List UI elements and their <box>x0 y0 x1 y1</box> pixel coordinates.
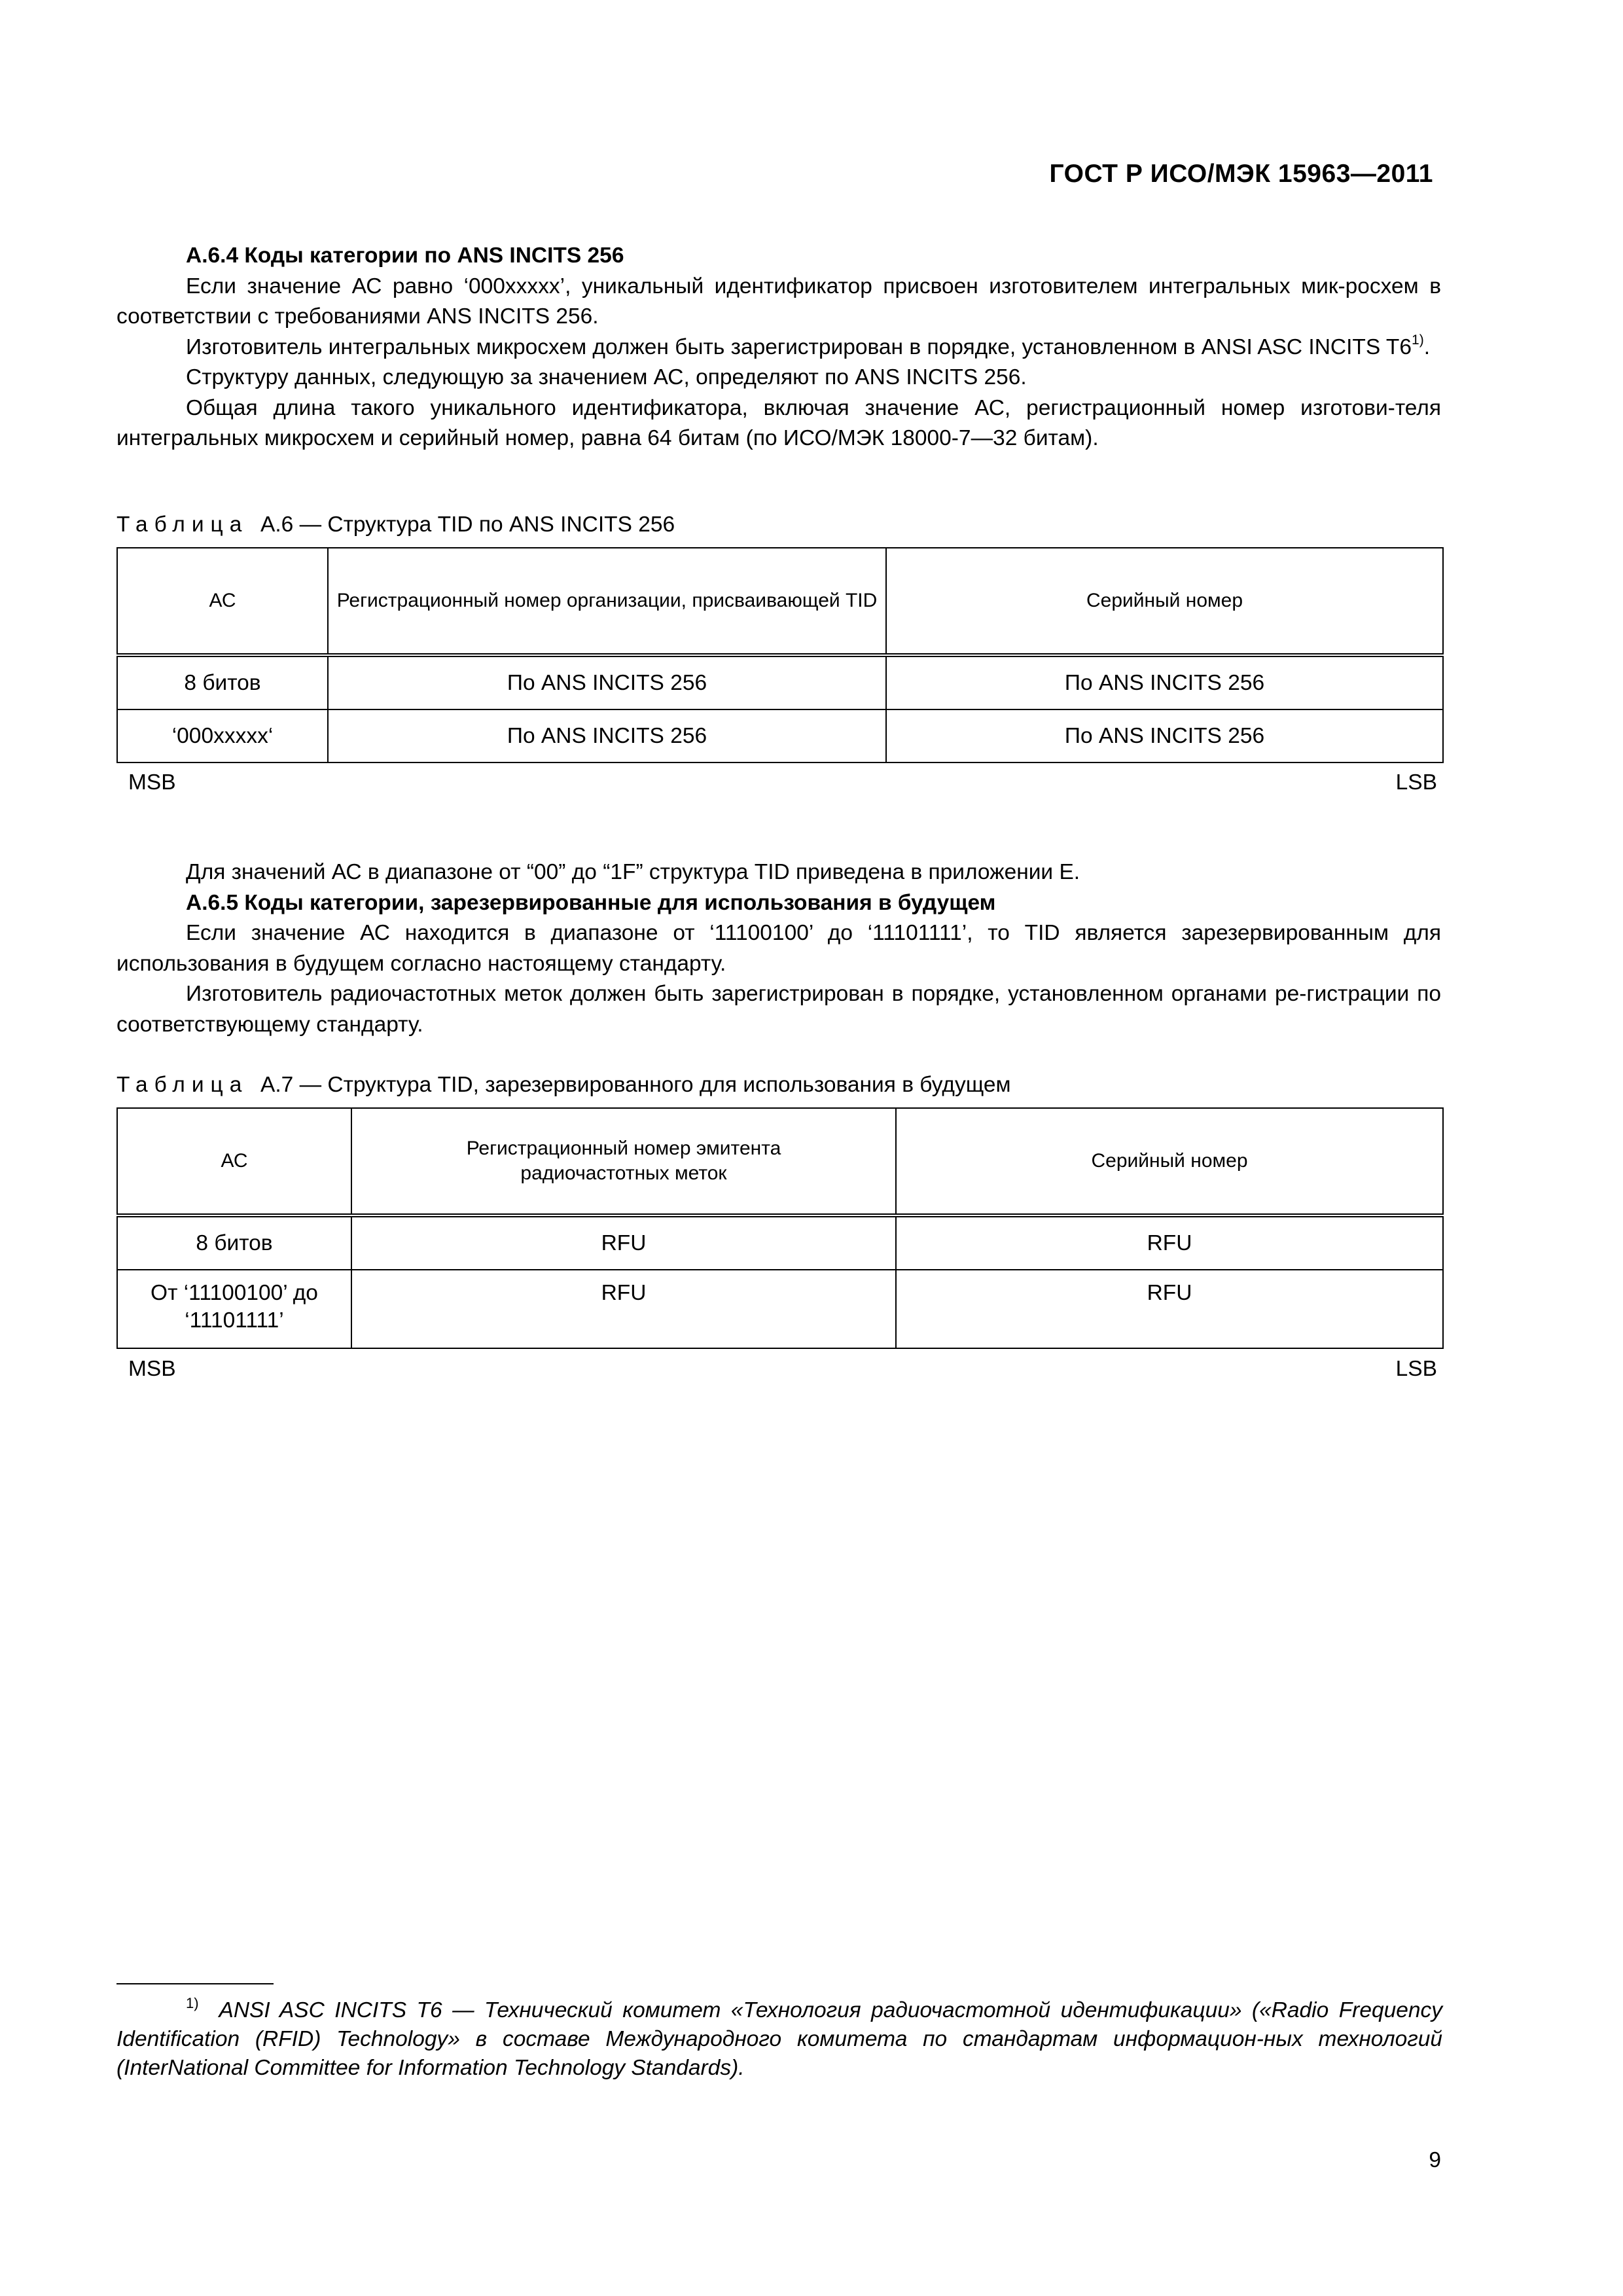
footnote-marker: 1) <box>186 1995 199 2011</box>
table-caption <box>116 1072 1011 1098</box>
paragraph: Для значений АС в диапазоне от “00” до “1F” структура TID приведена в приложении Е. <box>186 860 1080 884</box>
table-cell: RFU <box>896 1270 1443 1348</box>
footnote-ref: 1) <box>1412 332 1424 348</box>
section-a64 <box>116 241 1441 454</box>
table-cell: По ANS INCITS 256 <box>328 709 886 762</box>
table-header-cell: АС <box>117 548 328 655</box>
table-row <box>117 1215 1443 1270</box>
table-header-cell: Регистрационный номер эмитента радиочастотных меток <box>351 1108 896 1215</box>
table-caption-text: А.7 — Структура TID, зарезервированного для использования в будущем <box>260 1073 1011 1097</box>
table-a6 <box>116 547 1444 763</box>
table-caption <box>116 512 675 538</box>
table-cell: По ANS INCITS 256 <box>886 709 1443 762</box>
table-row <box>117 709 1443 762</box>
document-code: ГОСТ Р ИСО/МЭК 15963—2011 <box>1049 160 1433 188</box>
paragraph-text: Изготовитель интегральных микросхем должен быть зарегистрирован в порядке, установленном в ANSI ASC INCITS T6 <box>186 334 1412 359</box>
msb-label: MSB <box>128 1357 176 1381</box>
table-row <box>117 655 1443 709</box>
footnote-divider <box>116 1983 274 1984</box>
table-row <box>117 1270 1443 1348</box>
paragraph <box>116 332 1441 363</box>
paragraph: Если значение АС равно ‘000xxxxx’, уникальный идентификатор присвоен изготовителем интегральных мик-росхем в соответствии с требованиями ANS INCITS 256. <box>116 274 1441 329</box>
table-cell: 8 битов <box>117 1215 351 1270</box>
table-cell: RFU <box>351 1215 896 1270</box>
table-header-cell: Серийный номер <box>896 1108 1443 1215</box>
table-a7 <box>116 1107 1444 1349</box>
table-cell: От ‘11100100’ до ‘11101111’ <box>117 1270 351 1348</box>
section-heading: А.6.5 Коды категории, зарезервированные для использования в будущем <box>186 890 996 915</box>
section-heading: А.6.4 Коды категории по ANS INCITS 256 <box>186 243 624 268</box>
table-cell: ‘000xxxxx‘ <box>117 709 328 762</box>
lsb-label: LSB <box>1395 770 1437 795</box>
table-header-cell: Регистрационный номер организации, присваивающей TID <box>328 548 886 655</box>
footnote <box>116 1996 1442 2083</box>
paragraph: Если значение АС находится в диапазоне от ‘11100100’ до ‘11101111’, то TID является зарезервированным для использования в будущем согласно настоящему стандарту. <box>116 921 1441 976</box>
table-caption-text: А.6 — Структура TID по ANS INCITS 256 <box>260 512 675 537</box>
table-cell: По ANS INCITS 256 <box>328 655 886 709</box>
paragraph-end: . <box>1423 334 1431 359</box>
table-header-row <box>117 548 1443 655</box>
section-a65 <box>116 857 1441 1040</box>
paragraph: Изготовитель радиочастотных меток должен быть зарегистрирован в порядке, установленном органами ре-гистрации по соответствующему стандарту. <box>116 982 1441 1037</box>
table-cell: RFU <box>896 1215 1443 1270</box>
footnote-text: ANSI ASC INCITS T6 — Технический комитет «Технология радиочастотной идентификации» («Radio Frequency Identification (RFID) Technology» в составе Международного комитета по стандартам информацион-ных технологий (InterNational Committee for Information Technology Standards). <box>116 1998 1442 2080</box>
paragraph: Структуру данных, следующую за значением АС, определяют по ANS INCITS 256. <box>186 365 1027 389</box>
table-cell: По ANS INCITS 256 <box>886 655 1443 709</box>
table-header-cell: Серийный номер <box>886 548 1443 655</box>
table-cell: 8 битов <box>117 655 328 709</box>
paragraph: Общая длина такого уникального идентификатора, включая значение АС, регистрационный номер изготови-теля интегральных микросхем и серийный номер, равна 64 битам (по ИСО/МЭК 18000-7—32 битам). <box>116 395 1441 450</box>
table-header-row <box>117 1108 1443 1215</box>
page-number: 9 <box>1429 2148 1441 2172</box>
lsb-label: LSB <box>1395 1357 1437 1381</box>
msb-label: MSB <box>128 770 176 795</box>
table-cell: RFU <box>351 1270 896 1348</box>
table-caption-word: Таблица <box>116 512 249 537</box>
table-caption-word: Таблица <box>116 1073 249 1097</box>
table-header-cell: АС <box>117 1108 351 1215</box>
